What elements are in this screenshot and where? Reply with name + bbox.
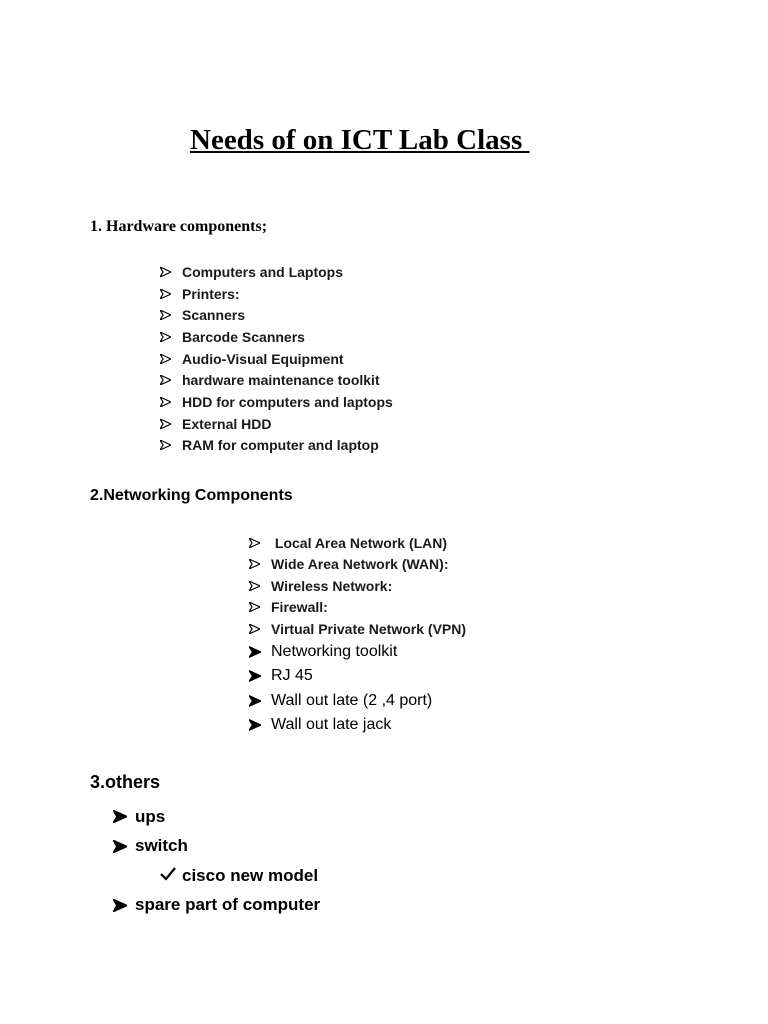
arrow-bullet-icon [160, 332, 182, 342]
list-item-label: spare part of computer [135, 895, 321, 915]
arrow-bullet-icon [249, 695, 271, 707]
list-item [160, 304, 393, 326]
arrow-bullet-icon [249, 581, 271, 591]
list-item-label: Barcode Scanners [182, 328, 305, 345]
arrow-bullet-icon [249, 559, 271, 569]
list-item-label: Wall out late (2 ,4 port) [271, 691, 433, 709]
list-item [249, 597, 466, 619]
list-item-label: Audio-Visual Equipment [182, 350, 344, 367]
list-item-label: External HDD [182, 415, 272, 432]
arrow-bullet-icon [249, 670, 271, 682]
list-item-label: Wireless Network: [271, 577, 393, 594]
list-item [160, 261, 393, 283]
list-item [160, 326, 393, 348]
arrow-bullet-icon [160, 375, 182, 385]
arrow-bullet-icon [160, 440, 182, 450]
list-item [160, 391, 393, 413]
arrow-bullet-icon [113, 810, 135, 823]
list-item [160, 369, 393, 391]
list-item-label: RJ 45 [271, 667, 313, 685]
list-item-label: Firewall: [271, 599, 328, 616]
list-item-label: RAM for computer and laptop [182, 437, 379, 454]
arrow-bullet-icon [160, 354, 182, 364]
arrow-bullet-icon [249, 538, 271, 548]
list-item-label: Scanners [182, 307, 246, 324]
list-item [113, 891, 320, 921]
arrow-bullet-icon [249, 719, 271, 731]
list-item [160, 348, 393, 370]
list-item [249, 713, 466, 738]
list-item [249, 554, 466, 576]
arrow-bullet-icon [249, 646, 271, 658]
list-item [249, 618, 466, 640]
networking-list [249, 532, 466, 738]
arrow-bullet-icon [249, 624, 271, 634]
section-heading-others: 3.others [90, 772, 161, 792]
arrow-bullet-icon [160, 289, 182, 299]
checkmark-icon [160, 866, 182, 886]
list-item-label: hardware maintenance toolkit [182, 372, 380, 389]
list-item-label: cisco new model [182, 865, 319, 885]
arrow-bullet-icon [113, 840, 135, 853]
list-item-label: Virtual Private Network (VPN) [271, 620, 467, 637]
arrow-bullet-icon [113, 899, 135, 912]
arrow-bullet-icon [160, 267, 182, 277]
list-item [249, 640, 466, 665]
list-item [160, 283, 393, 305]
list-item-label: ups [135, 806, 166, 826]
list-item [113, 832, 320, 862]
list-item [249, 575, 466, 597]
arrow-bullet-icon [160, 419, 182, 429]
arrow-bullet-icon [249, 602, 271, 612]
hardware-list [160, 261, 393, 456]
list-item [113, 861, 320, 891]
document-title: Needs of on ICT Lab Class [190, 124, 530, 156]
list-item-label: Local Area Network (LAN) [271, 534, 448, 551]
list-item-label: Computers and Laptops [182, 263, 344, 280]
list-item-label: Wall out late jack [271, 716, 392, 734]
list-item-label: switch [135, 836, 188, 856]
list-item-label: Networking toolkit [271, 642, 398, 660]
section-heading-networking: 2.Networking Components [90, 487, 293, 504]
arrow-bullet-icon [160, 397, 182, 407]
others-list [113, 802, 320, 920]
list-item-label: HDD for computers and laptops [182, 393, 393, 410]
list-item [249, 664, 466, 689]
list-item [249, 689, 466, 714]
arrow-bullet-icon [160, 310, 182, 320]
list-item [160, 435, 393, 457]
list-item [113, 802, 320, 832]
list-item-label: Wide Area Network (WAN): [271, 556, 449, 573]
section-heading-hardware: 1. Hardware components; [90, 218, 268, 235]
list-item-label: Printers: [182, 285, 240, 302]
list-item [160, 413, 393, 435]
list-item [249, 532, 466, 554]
